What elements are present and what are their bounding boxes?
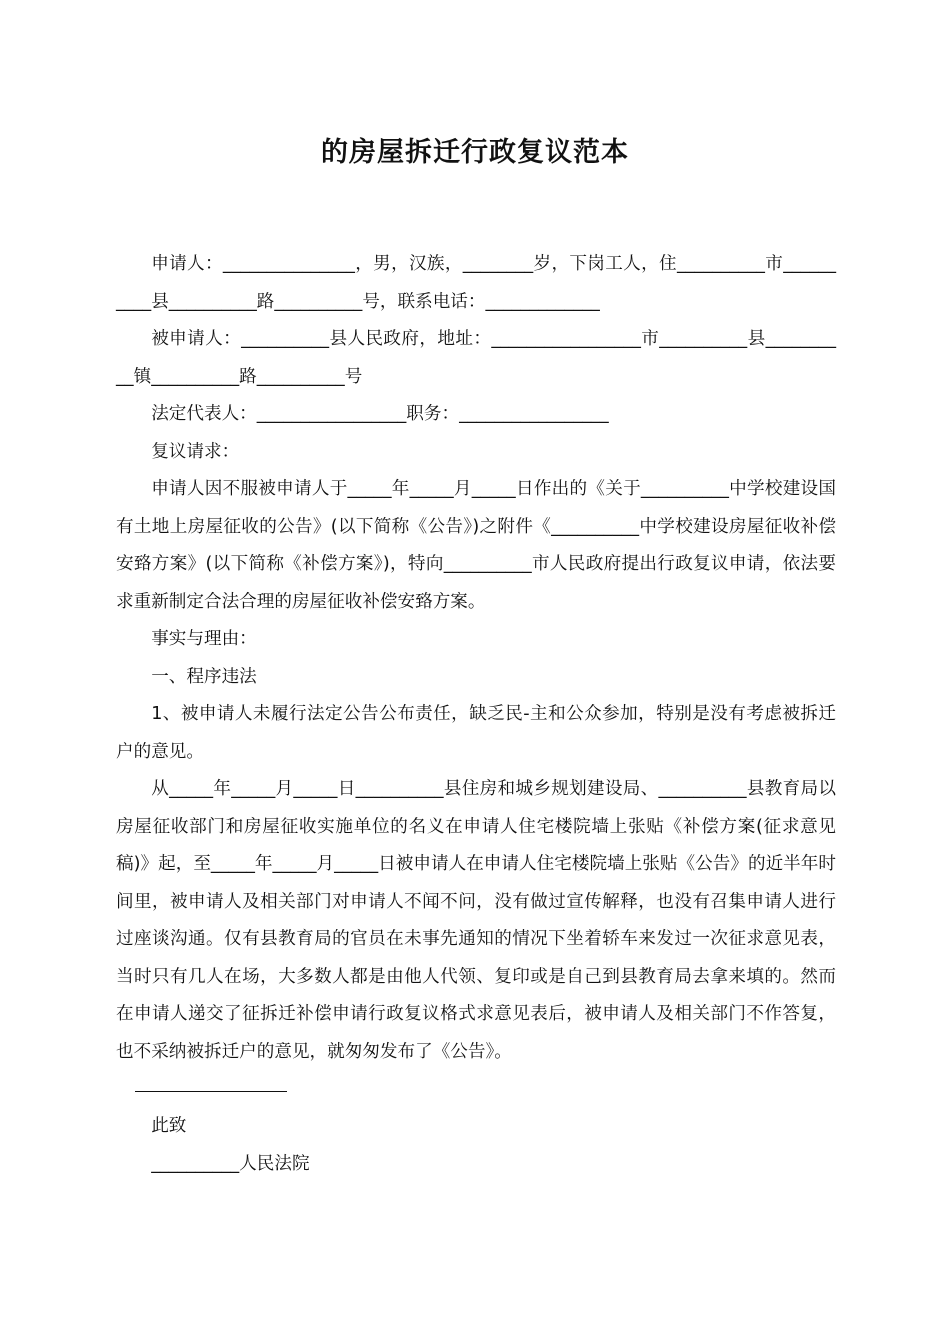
- applicant-paragraph: 申请人：_______________，男，汉族，________岁，下岗工人，住__________市__________县__________路__________号，联系电话：_____________: [116, 254, 836, 312]
- point-one-paragraph: 1、被申请人未履行法定公告公布责任，缺乏民-主和公众参加，特别是没有考虑被拆迁户的意见。: [116, 704, 836, 762]
- respondent-paragraph: 被申请人：__________县人民政府，地址：_________________市__________县__________镇__________路__________号: [116, 329, 836, 387]
- section-heading: 一、程序违法: [151, 666, 257, 687]
- details-paragraph: 从_____年_____月_____日__________县住房和城乡规划建设局、__________县教育局以房屋征收部门和房屋征收实施单位的名义在申请人住宅楼院墙上张贴《补偿方案(征求意见稿)》起，至_____年_____月_____日被申请人在申请人住宅楼院墙上张贴《公告》的近半年时间里，被申请人及相关部门对申请人不闻不问，没有做过宣传解释，也没有召集申请人进行过座谈沟通。仅有县教育局的官员在未事先通知的情况下坐着轿车来发过一次征求意见表，当时只有几人在场，大多数人都是由他人代领、复印或是自己到县教育局去拿来填的。然而在申请人递交了征拆迁补偿申请行政复议格式求意见表后，被申请人及相关部门不作答复，也不采纳被拆迁户的意见，就匆匆发布了《公告》。: [116, 779, 836, 1062]
- document-body: [116, 246, 836, 1183]
- separator-line: [135, 1091, 287, 1092]
- addressee-text: __________人民法院: [151, 1153, 310, 1174]
- document-title: 的房屋拆迁行政复议范本: [321, 137, 629, 168]
- legal-representative-paragraph: 法定代表人：_________________职务：_________________: [151, 404, 609, 424]
- facts-heading: 事实与理由：: [151, 629, 257, 649]
- closing-text: 此致: [151, 1116, 187, 1136]
- request-paragraph: 申请人因不服被申请人于_____年_____月_____日作出的《关于__________中学校建设国有土地上房屋征收的公告》(以下简称《公告》)之附件《__________中学校建设房屋征收补偿安臵方案》(以下简称《补偿方案》)，特向__________市人民政府提出行政复议申请，依法要求重新制定合法合理的房屋征收补偿安臵方案。: [116, 479, 836, 612]
- request-heading: 复议请求：: [151, 441, 240, 462]
